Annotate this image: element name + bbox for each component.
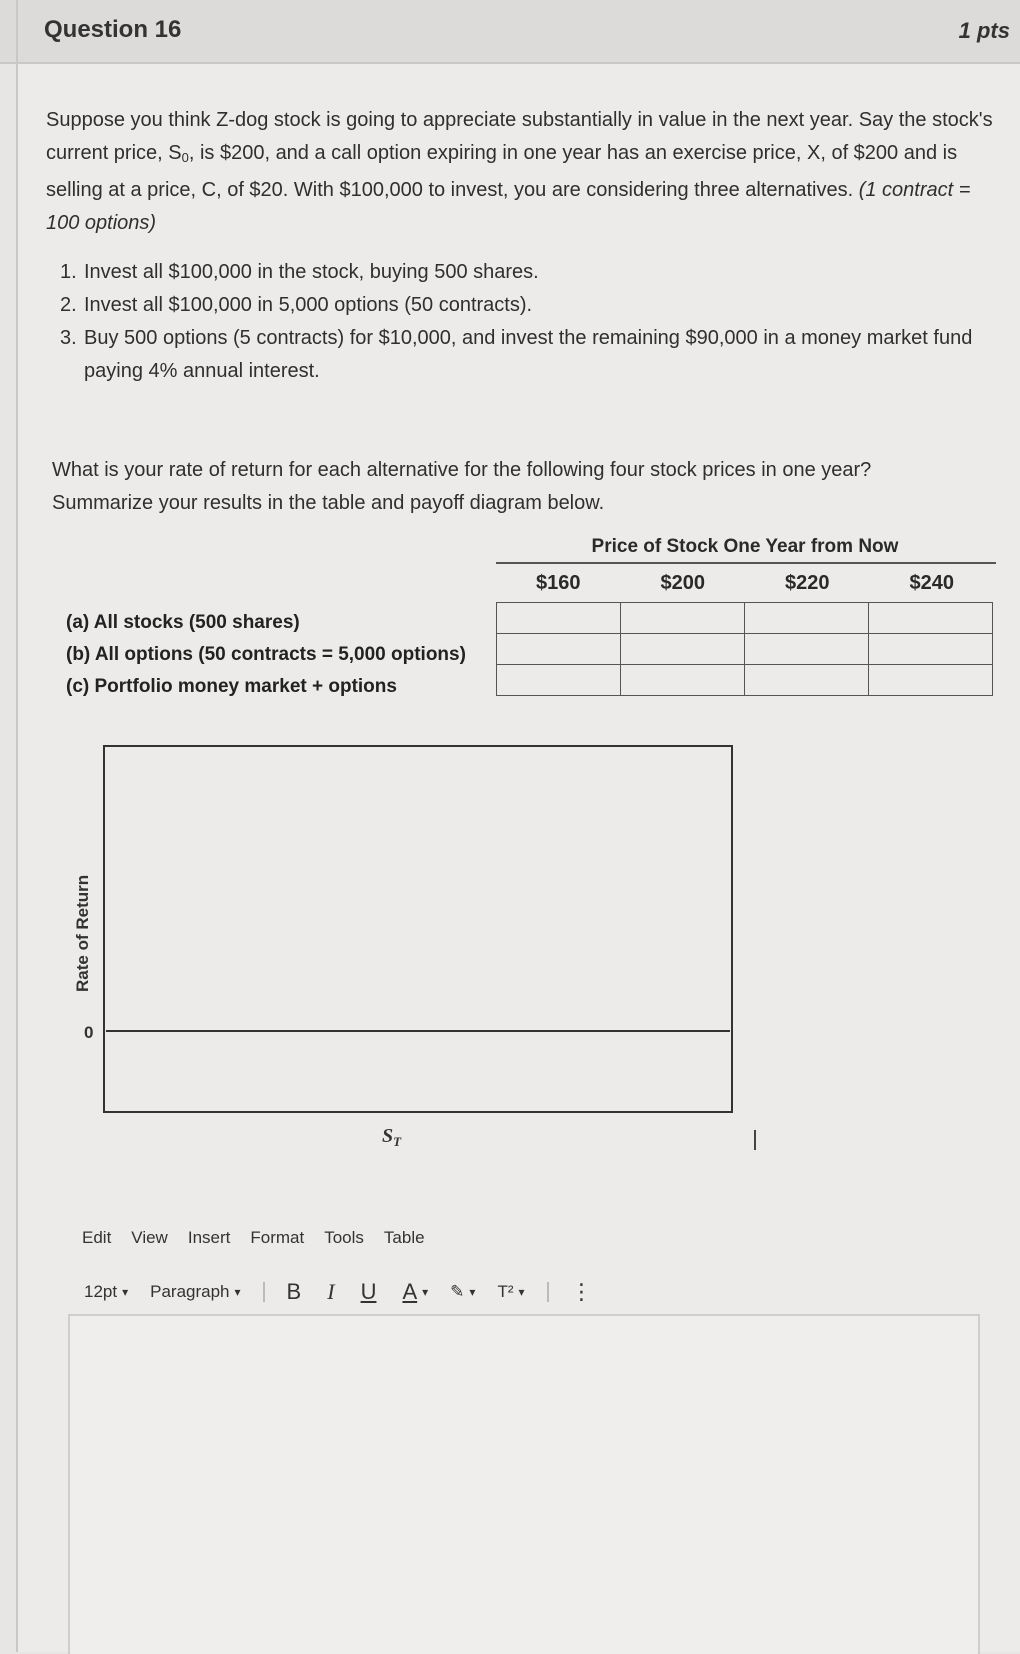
returns-table bbox=[496, 602, 993, 696]
table-row bbox=[497, 634, 993, 665]
list-item: 2. Invest all $100,000 in 5,000 options (50 contracts). bbox=[60, 294, 533, 316]
menu-table[interactable]: Table bbox=[383, 1228, 425, 1247]
editor-toolbar bbox=[84, 1277, 619, 1307]
chevron-down-icon: ▾ bbox=[122, 1285, 129, 1299]
more-options-icon[interactable]: ⋮ bbox=[570, 1279, 593, 1304]
chevron-down-icon: ▾ bbox=[469, 1285, 476, 1299]
menu-view[interactable]: View bbox=[131, 1228, 168, 1247]
chevron-down-icon: ▾ bbox=[422, 1285, 429, 1299]
row-label: (b) All options (50 contracts = 5,000 options) bbox=[66, 644, 466, 665]
menu-tools[interactable]: Tools bbox=[324, 1228, 364, 1247]
y-axis-label: Rate of Return bbox=[73, 874, 92, 992]
column-header: $240 bbox=[909, 572, 954, 594]
menu-insert[interactable]: Insert bbox=[187, 1228, 231, 1247]
editor-menubar bbox=[82, 1228, 425, 1248]
table-column-headers bbox=[496, 572, 994, 595]
diagram-frame bbox=[104, 746, 732, 1112]
italic-button[interactable]: I bbox=[327, 1279, 335, 1304]
text-color-button[interactable]: A ▾ bbox=[402, 1279, 429, 1304]
zero-label: 0 bbox=[84, 1023, 94, 1042]
answer-editor[interactable] bbox=[68, 1314, 980, 1654]
superscript-button[interactable]: T² ▾ bbox=[497, 1282, 548, 1302]
question-intro: Suppose you think Z-dog stock is going to appreciate substantially in value in the next year. Say the stock's current price, $S_0$, is $200, and a call option expiring in one year has an exercise price, X, of $200 and is selling at a price, C, of $20. With $100,000 to invest, you are considering three alternatives. (1 contract = 100 options) bbox=[46, 109, 993, 234]
list-item: 1. Invest all $100,000 in the stock, buying 500 shares. bbox=[60, 261, 539, 283]
block-format-select[interactable]: Paragraph ▾ bbox=[150, 1282, 264, 1302]
payoff-diagram bbox=[64, 740, 744, 1150]
underline-button[interactable]: U bbox=[360, 1279, 377, 1304]
table-row bbox=[497, 603, 993, 634]
table-row-labels bbox=[66, 607, 466, 703]
list-item: 3. Buy 500 options (5 contracts) for $10,000, and invest the remaining $90,000 in a money market fund paying 4% annual interest. bbox=[60, 327, 973, 382]
column-header: $220 bbox=[785, 572, 830, 594]
highlight-icon: ✎ bbox=[450, 1282, 465, 1301]
column-header: $200 bbox=[660, 572, 705, 594]
font-size-select[interactable]: 12pt ▾ bbox=[84, 1282, 129, 1301]
menu-format[interactable]: Format bbox=[250, 1228, 305, 1247]
row-label: (a) All stocks (500 shares) bbox=[66, 612, 300, 633]
highlight-button[interactable] bbox=[450, 1282, 475, 1302]
stray-mark bbox=[754, 1130, 756, 1150]
question-points: 1 pts bbox=[958, 18, 1010, 43]
table-title: Price of Stock One Year from Now bbox=[591, 536, 899, 557]
bold-button[interactable]: B bbox=[286, 1279, 302, 1304]
chevron-down-icon: ▾ bbox=[234, 1285, 241, 1299]
table-divider bbox=[496, 562, 996, 564]
question-header bbox=[0, 0, 1020, 64]
alternatives-list bbox=[60, 256, 1000, 388]
row-label: (c) Portfolio money market + options bbox=[66, 676, 397, 697]
menu-edit[interactable]: Edit bbox=[82, 1228, 112, 1247]
x-axis-label: $S_T$ bbox=[382, 1125, 402, 1149]
table-row bbox=[497, 665, 993, 696]
question-prompt: What is your rate of return for each alternative for the following four stock prices in one year? Summarize your results in the table and payoff diagram below. bbox=[52, 459, 872, 514]
question-title: Question 16 bbox=[44, 16, 182, 43]
chevron-down-icon: ▾ bbox=[518, 1285, 525, 1299]
column-header: $160 bbox=[536, 572, 581, 594]
